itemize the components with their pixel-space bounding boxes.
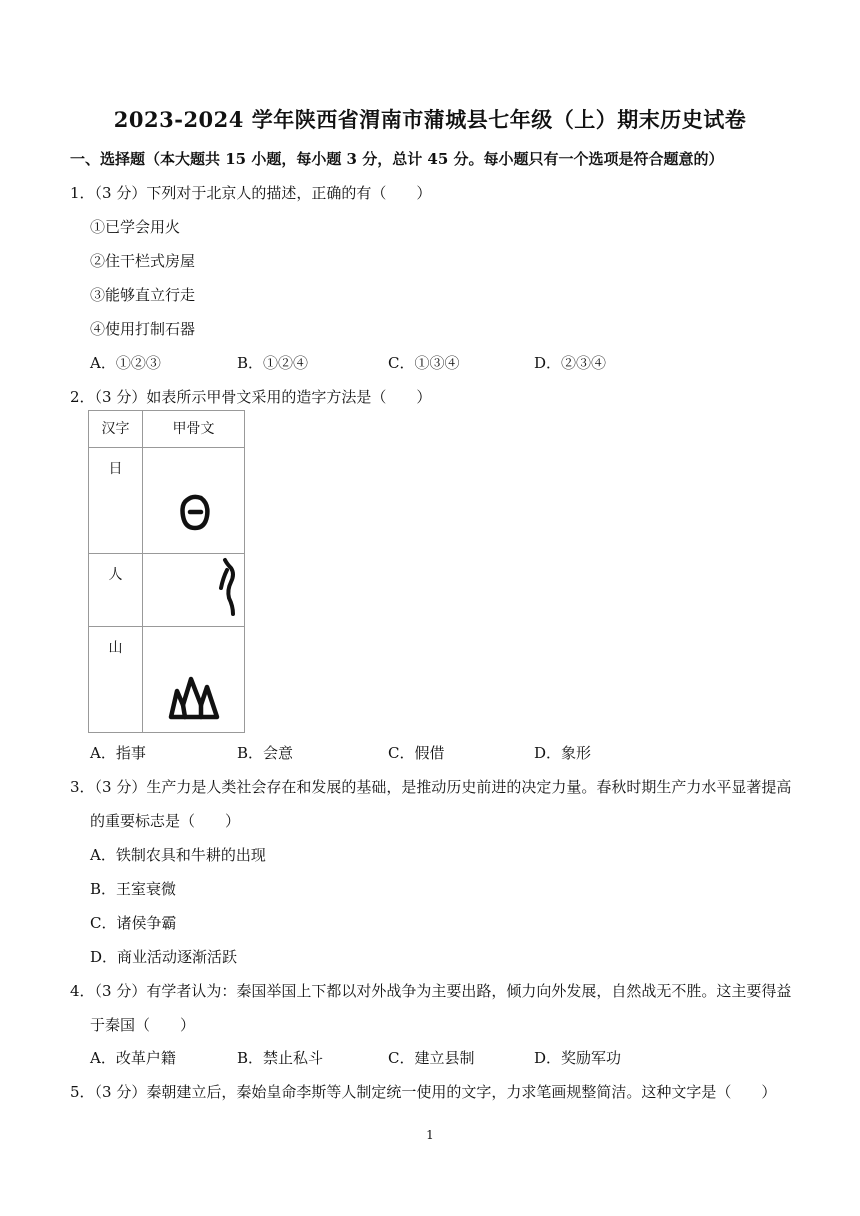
q1-option-c: C．①③④ bbox=[388, 354, 460, 372]
q1-item-1: ①已学会用火 bbox=[90, 218, 181, 236]
q4-option-b: B．禁止私斗 bbox=[237, 1049, 324, 1067]
q4-option-d: D．奖励军功 bbox=[534, 1049, 622, 1067]
exam-title: 2023-2024 学年陕西省渭南市蒲城县七年级（上）期末历史试卷 bbox=[113, 107, 747, 132]
q1-option-a: A．①②③ bbox=[90, 354, 161, 372]
oracle-ren-glyph bbox=[143, 554, 245, 627]
oracle-bone-table bbox=[88, 410, 245, 733]
q3-option-a: A．铁制农具和牛耕的出现 bbox=[90, 846, 266, 864]
q1-item-2: ②住干栏式房屋 bbox=[90, 252, 196, 270]
q4-stem-line1: 4．（3 分）有学者认为：秦国举国上下都以对外战争为主要出路，倾力向外发展，自然战无不胜。这主要得益 bbox=[70, 982, 792, 1000]
q2-option-c: C．假借 bbox=[388, 744, 445, 762]
q1-option-b: B．①②④ bbox=[237, 354, 309, 372]
table-row bbox=[89, 554, 245, 627]
q2-option-b: B．会意 bbox=[237, 744, 294, 762]
sun-glyph-icon bbox=[183, 497, 208, 528]
q3-option-d: D．商业活动逐渐活跃 bbox=[90, 948, 238, 966]
oracle-shan-glyph bbox=[143, 627, 245, 733]
q1-item-3: ③能够直立行走 bbox=[90, 286, 196, 304]
oracle-ri-glyph bbox=[143, 448, 245, 554]
table-row bbox=[89, 627, 245, 733]
q4-option-a: A．改革户籍 bbox=[90, 1049, 176, 1067]
q2-option-a: A．指事 bbox=[90, 744, 146, 762]
table-header-hanzi: 汉字 bbox=[89, 411, 143, 448]
q4-stem-line2: 于秦国（ ） bbox=[90, 1016, 196, 1034]
table-row bbox=[89, 448, 245, 554]
q5-stem: 5．（3 分）秦朝建立后，秦始皇命李斯等人制定统一使用的文字，力求笔画规整简洁。这种文字是（ ） bbox=[70, 1083, 777, 1101]
q3-stem-line1: 3．（3 分）生产力是人类社会存在和发展的基础，是推动历史前进的决定力量。春秋时期生产力水平显著提高 bbox=[70, 778, 792, 796]
table-cell-ren: 人 bbox=[89, 554, 143, 627]
page-number: 1 bbox=[426, 1128, 434, 1142]
q2-stem: 2．（3 分）如表所示甲骨文采用的造字方法是（ ） bbox=[70, 388, 432, 406]
section-heading: 一、选择题（本大题共 15 小题，每小题 3 分，总计 45 分。每小题只有一个选项是符合题意的） bbox=[70, 150, 724, 168]
q3-option-c: C．诸侯争霸 bbox=[90, 914, 177, 932]
table-header-row bbox=[89, 411, 245, 448]
q1-item-4: ④使用打制石器 bbox=[90, 320, 196, 338]
table-cell-ri: 日 bbox=[89, 448, 143, 554]
q4-option-c: C．建立县制 bbox=[388, 1049, 475, 1067]
q1-option-d: D．②③④ bbox=[534, 354, 607, 372]
table-header-jiaguwen: 甲骨文 bbox=[143, 411, 245, 448]
person-glyph-icon bbox=[221, 560, 233, 614]
q3-stem-line2: 的重要标志是（ ） bbox=[90, 812, 241, 830]
q3-option-b: B．王室衰微 bbox=[90, 880, 177, 898]
table-cell-shan: 山 bbox=[89, 627, 143, 733]
q2-option-d: D．象形 bbox=[534, 744, 592, 762]
mountain-glyph-icon bbox=[171, 679, 217, 717]
q1-stem: 1．（3 分）下列对于北京人的描述，正确的有（ ） bbox=[70, 184, 432, 202]
